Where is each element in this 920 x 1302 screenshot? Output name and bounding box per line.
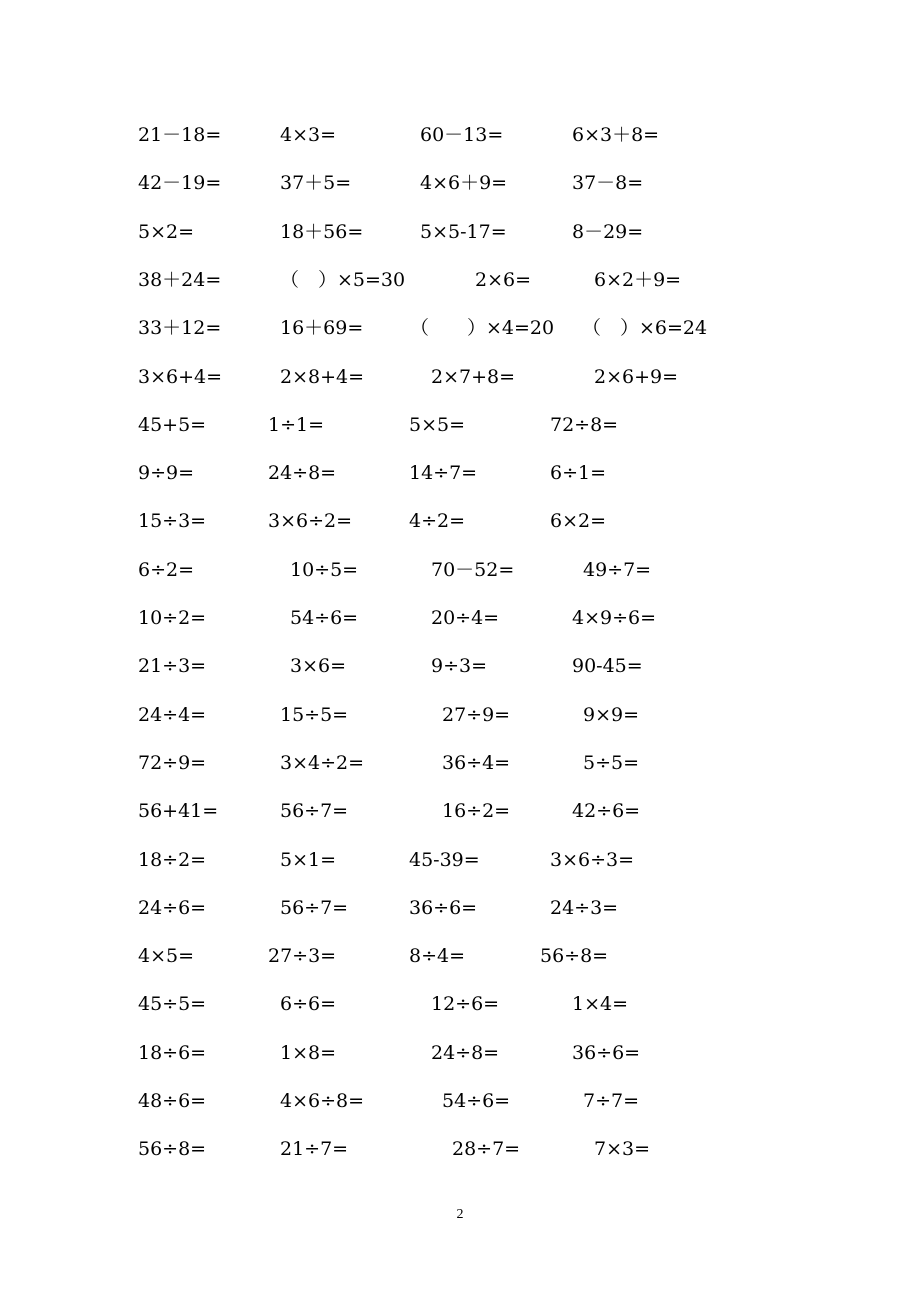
problem-r10-c2: 10÷5= xyxy=(290,559,359,581)
problem-r21-c1: 48÷6= xyxy=(138,1090,207,1112)
problem-r1-c1: 21－18= xyxy=(138,124,222,146)
problem-r22-c3: 28÷7= xyxy=(452,1138,521,1160)
problem-r4-c4: 6×2＋9= xyxy=(594,269,682,291)
problem-r13-c4: 9×9= xyxy=(583,704,640,726)
problem-r21-c3: 54÷6= xyxy=(442,1090,511,1112)
problem-r6-c3: 2×7+8= xyxy=(431,366,516,388)
problem-r11-c2: 54÷6= xyxy=(290,607,359,629)
problem-r13-c2: 15÷5= xyxy=(280,704,349,726)
problem-r15-c2: 56÷7= xyxy=(280,800,349,822)
page-number: 2 xyxy=(456,1207,464,1222)
problem-r22-c2: 21÷7= xyxy=(280,1138,349,1160)
problem-r9-c4: 6×2= xyxy=(550,510,607,532)
problem-r20-c2: 1×8= xyxy=(280,1042,337,1064)
problem-r14-c3: 36÷4= xyxy=(442,752,511,774)
problem-r5-c3: （ ）×4=20 xyxy=(410,317,555,339)
problem-r8-c1: 9÷9= xyxy=(138,462,195,484)
problem-r13-c3: 27÷9= xyxy=(442,704,511,726)
problem-r15-c1: 56+41= xyxy=(138,800,219,822)
problem-r1-c2: 4×3= xyxy=(280,124,337,146)
problem-r21-c2: 4×6÷8= xyxy=(280,1090,365,1112)
problem-r7-c3: 5×5= xyxy=(409,414,466,436)
problem-r16-c3: 45-39= xyxy=(409,849,480,871)
problem-r17-c1: 24÷6= xyxy=(138,897,207,919)
problem-r20-c1: 18÷6= xyxy=(138,1042,207,1064)
problem-r7-c2: 1÷1= xyxy=(268,414,325,436)
problem-r22-c4: 7×3= xyxy=(594,1138,651,1160)
problem-r3-c2: 18＋56= xyxy=(280,221,364,243)
problem-r17-c3: 36÷6= xyxy=(409,897,478,919)
problem-r12-c1: 21÷3= xyxy=(138,655,207,677)
problem-r18-c4: 56÷8= xyxy=(540,945,609,967)
problem-r18-c3: 8÷4= xyxy=(409,945,466,967)
problem-r16-c2: 5×1= xyxy=(280,849,337,871)
problem-r18-c2: 27÷3= xyxy=(268,945,337,967)
problem-r11-c1: 10÷2= xyxy=(138,607,207,629)
problem-r2-c2: 37＋5= xyxy=(280,172,352,194)
problem-r19-c2: 6÷6= xyxy=(280,993,337,1015)
problem-r11-c3: 20÷4= xyxy=(431,607,500,629)
problem-r16-c1: 18÷2= xyxy=(138,849,207,871)
problem-r19-c3: 12÷6= xyxy=(431,993,500,1015)
problem-r13-c1: 24÷4= xyxy=(138,704,207,726)
problem-r19-c4: 1×4= xyxy=(572,993,629,1015)
problem-r12-c4: 90-45= xyxy=(572,655,643,677)
problem-r11-c4: 4×9÷6= xyxy=(572,607,657,629)
problem-r12-c2: 3×6= xyxy=(290,655,347,677)
problem-r14-c4: 5÷5= xyxy=(583,752,640,774)
problem-r17-c4: 24÷3= xyxy=(550,897,619,919)
problem-r20-c3: 24÷8= xyxy=(431,1042,500,1064)
problem-r14-c2: 3×4÷2= xyxy=(280,752,365,774)
problem-r5-c1: 33＋12= xyxy=(138,317,222,339)
problem-r16-c4: 3×6÷3= xyxy=(550,849,635,871)
problem-r2-c4: 37－8= xyxy=(572,172,644,194)
problem-r17-c2: 56÷7= xyxy=(280,897,349,919)
problem-r15-c3: 16÷2= xyxy=(442,800,511,822)
problem-r20-c4: 36÷6= xyxy=(572,1042,641,1064)
problem-r4-c2: （ ）×5=30 xyxy=(280,269,406,291)
problem-r22-c1: 56÷8= xyxy=(138,1138,207,1160)
problem-r3-c4: 8－29= xyxy=(572,221,644,243)
problem-r14-c1: 72÷9= xyxy=(138,752,207,774)
problem-r3-c1: 5×2= xyxy=(138,221,195,243)
problem-r10-c3: 70－52= xyxy=(431,559,515,581)
problem-r2-c3: 4×6＋9= xyxy=(420,172,508,194)
problem-r6-c2: 2×8+4= xyxy=(280,366,365,388)
problem-r12-c3: 9÷3= xyxy=(431,655,488,677)
problem-r2-c1: 42－19= xyxy=(138,172,222,194)
problem-r5-c2: 16＋69= xyxy=(280,317,364,339)
problem-r4-c3: 2×6= xyxy=(475,269,532,291)
problem-r6-c1: 3×6+4= xyxy=(138,366,223,388)
problem-r1-c3: 60－13= xyxy=(420,124,504,146)
problem-r9-c1: 15÷3= xyxy=(138,510,207,532)
problem-r21-c4: 7÷7= xyxy=(583,1090,640,1112)
problem-r10-c4: 49÷7= xyxy=(583,559,652,581)
problem-r8-c3: 14÷7= xyxy=(409,462,478,484)
problem-r9-c3: 4÷2= xyxy=(409,510,466,532)
problem-r10-c1: 6÷2= xyxy=(138,559,195,581)
problem-r7-c1: 45+5= xyxy=(138,414,207,436)
problem-r19-c1: 45÷5= xyxy=(138,993,207,1015)
problem-r5-c4: （ ）×6=24 xyxy=(582,317,708,339)
problem-r18-c1: 4×5= xyxy=(138,945,195,967)
problem-r3-c3: 5×5-17= xyxy=(420,221,507,243)
problem-r9-c2: 3×6÷2= xyxy=(268,510,353,532)
problem-r8-c2: 24÷8= xyxy=(268,462,337,484)
problem-r8-c4: 6÷1= xyxy=(550,462,607,484)
problem-r1-c4: 6×3＋8= xyxy=(572,124,660,146)
problem-r15-c4: 42÷6= xyxy=(572,800,641,822)
problem-r4-c1: 38＋24= xyxy=(138,269,222,291)
problem-r6-c4: 2×6+9= xyxy=(594,366,679,388)
problem-r7-c4: 72÷8= xyxy=(550,414,619,436)
